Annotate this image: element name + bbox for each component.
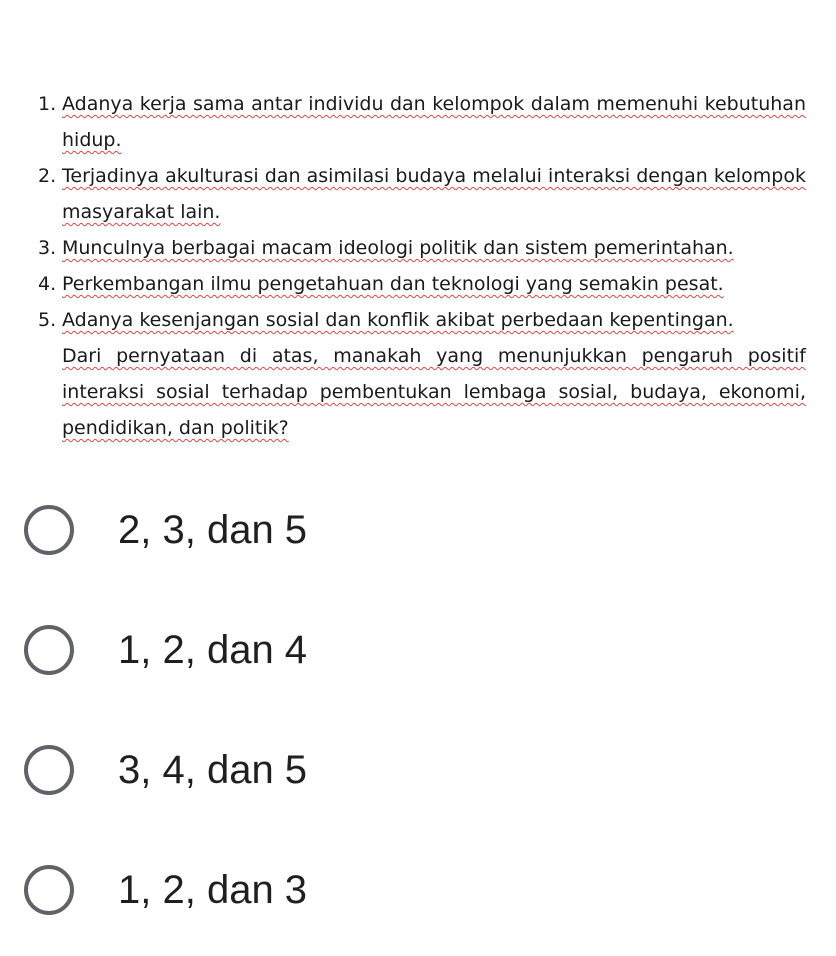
radio-button[interactable] (24, 745, 74, 795)
statement-number: 2. (38, 165, 57, 187)
statement-number: 5. (38, 309, 57, 331)
question-prompt: Dari pernyataan di atas, manakah yang menunjukkan pengaruh positif interaksi sosial terhadap pembentukan lembaga sosial, budaya, ekonomi, pendidikan, dan politik? (62, 345, 806, 439)
statement-text: Munculnya berbagai macam ideologi politik dan sistem pemerintahan. (62, 237, 734, 259)
statement-text: Adanya kerja sama antar individu dan kelompok dalam memenuhi kebutuhan hidup. (62, 93, 806, 151)
statement-item (38, 230, 806, 266)
option-label: 2, 3, dan 5 (118, 507, 308, 552)
statement-text: Perkembangan ilmu pengetahuan dan teknologi yang semakin pesat. (62, 273, 724, 295)
statement-text: Terjadinya akulturasi dan asimilasi budaya melalui interaksi dengan kelompok masyarakat lain. (62, 165, 806, 223)
statement-number: 3. (38, 237, 57, 259)
answer-option-c[interactable] (24, 710, 804, 830)
answer-option-d[interactable] (24, 830, 804, 950)
answer-option-a[interactable] (24, 470, 804, 590)
statement-text: Adanya kesenjangan sosial dan konflik akibat perbedaan kepentingan. (62, 309, 734, 331)
statement-list (38, 86, 806, 338)
radio-button[interactable] (24, 625, 74, 675)
option-label: 1, 2, dan 4 (118, 627, 308, 672)
radio-button[interactable] (24, 865, 74, 915)
answer-option-b[interactable] (24, 590, 804, 710)
statement-item (38, 86, 806, 158)
statement-number: 4. (38, 273, 57, 295)
radio-button[interactable] (24, 505, 74, 555)
answer-options (24, 470, 804, 950)
statement-number: 1. (38, 93, 57, 115)
statement-item (38, 158, 806, 230)
statement-item (38, 302, 806, 338)
question-block (38, 86, 806, 446)
option-label: 1, 2, dan 3 (118, 867, 308, 912)
option-label: 3, 4, dan 5 (118, 747, 308, 792)
statement-item (38, 266, 806, 302)
